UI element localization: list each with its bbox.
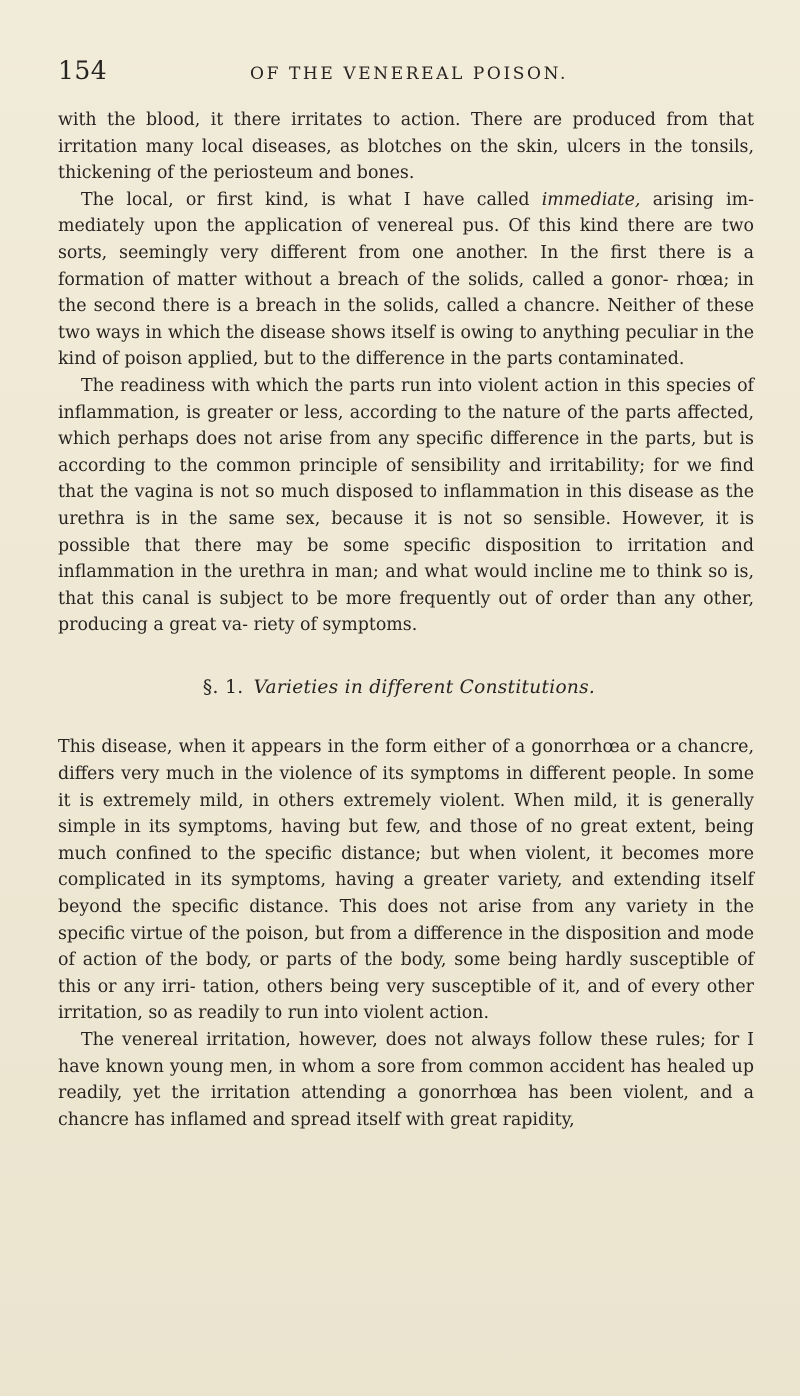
- section-heading: [58, 675, 754, 702]
- paragraph-varieties: This disease, when it appears in the form either of a gonorrhœa or a chancre, differs very much in the violence of its symptoms in different people. In some it is extremely mild, in others extremely violent. When mild, it is generally simple in its symptoms, having but few, and those of no great extent, being much confined to the specific distance; but when violent, it becomes more complicated in its symptoms, having a greater variety, and extending itself beyond the specific distance. This does not arise from any variety in the specific virtue of the poison, but from a difference in the disposition and mode of action of the body, or parts of the body, some being hardly susceptible of this or any irri- tation, others being very susceptible of it, and of every other irritation, so as readily to run into violent action.: [58, 737, 754, 1024]
- paragraph-local-kind-rest: arising im- mediately upon the application of venereal pus. Of this kind there are two sorts, seemingly very different from one another. In the first there is a formation of matter without a breach of the solids, called a gonor- rhœa; in the second there is a breach in the solids, called a chancre. Neither of these two ways in which the disease shows itself is owing to anything peculiar in the kind of poison applied, but to the difference in the parts contaminated.: [58, 189, 754, 370]
- paragraph-local-kind-start: The local, or first kind, is what I have called: [81, 189, 542, 210]
- section-title: Varieties in different Constitutions.: [253, 676, 596, 698]
- running-title: OF THE VENEREAL POISON.: [250, 64, 568, 84]
- page-body: [58, 107, 754, 1133]
- emphasis-immediate: immediate,: [541, 189, 641, 210]
- section-number: §. 1.: [202, 676, 244, 698]
- paragraph-continuation: with the blood, it there irritates to action. There are produced from that irritation many local diseases, as blotches on the skin, ulcers in the tonsils, thickening of the periosteum and bones.: [58, 110, 754, 184]
- page-number: 154: [58, 56, 108, 85]
- paragraph-venereal-irritation: The venereal irritation, however, does not always follow these rules; for I have known young men, in whom a sore from common accident has healed up readily, yet the irritation attending a gonorrhœa has been violent, and a chancre has inflamed and spread itself with great rapidity,: [58, 1030, 754, 1130]
- paragraph-local-kind: [58, 187, 754, 373]
- paragraph-readiness: The readiness with which the parts run into violent action in this species of inflammation, is greater or less, according to the nature of the parts affected, which perhaps does not arise from any specific difference in the parts, but is according to the common principle of sensibility and irritability; for we find that the vagina is not so much disposed to inflammation in this disease as the urethra is in the same sex, because it is not so sensible. However, it is possible that there may be some specific disposition to irritation and inflammation in the urethra in man; and what would incline me to think so is, that this canal is subject to be more frequently out of order than any other, producing a great va- riety of symptoms.: [58, 375, 754, 636]
